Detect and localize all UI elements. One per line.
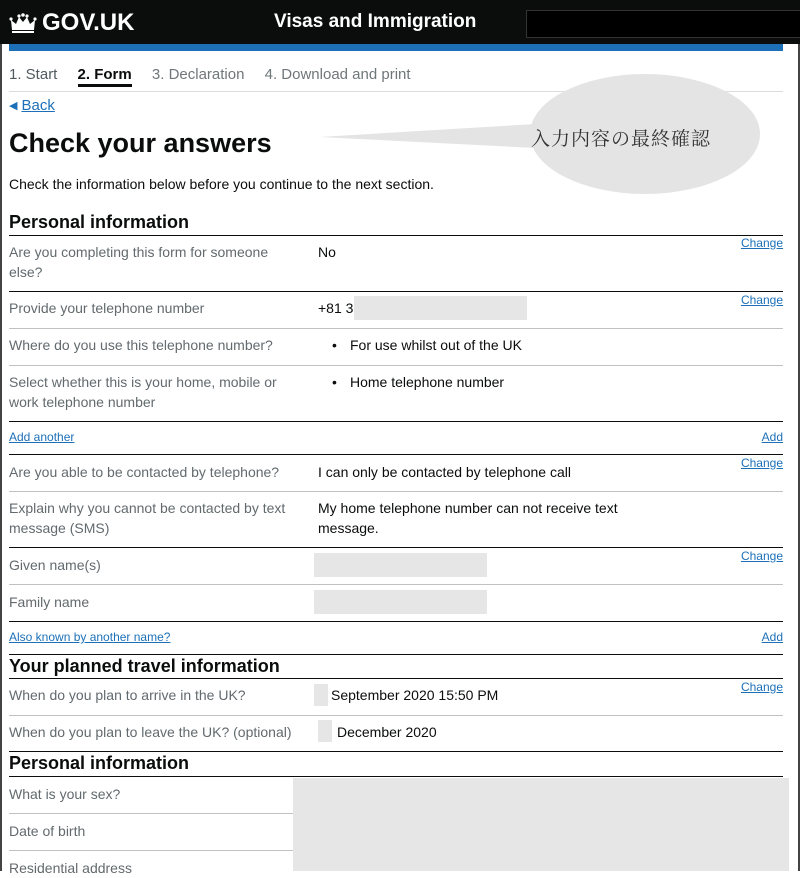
question-given-names: Given name(s) [9, 557, 101, 573]
step-form-current: 2. Form [78, 66, 132, 87]
redacted-departure-day [318, 720, 332, 742]
question-contact-by-phone: Are you able to be contacted by telephone? [9, 464, 280, 480]
window-frame-left [0, 0, 2, 871]
row-divider [9, 328, 783, 329]
answer-contact-by-phone: I can only be contacted by telephone call [318, 464, 571, 480]
intro-text: Check the information below before you continue to the next section. [9, 176, 434, 192]
add-link[interactable]: Add [761, 630, 783, 644]
question-residential-address: Residential address [9, 860, 132, 876]
answer-sms-reason: My home telephone number can not receive text message. [318, 500, 618, 536]
answer-phone-type: • Home telephone number [318, 372, 504, 392]
question-date-of-birth: Date of birth [9, 823, 86, 839]
row-divider [9, 715, 783, 716]
change-link[interactable]: Change [740, 680, 783, 694]
redacted-phone [354, 296, 527, 320]
back-arrow-icon: ◀ [9, 100, 18, 112]
group-divider [9, 621, 783, 622]
redacted-given-names [314, 553, 487, 577]
question-phone-type: Select whether this is your home, mobile or work telephone number [9, 374, 277, 410]
section-divider [9, 751, 783, 752]
question-sms-reason: Explain why you cannot be contacted by text message (SMS) [9, 500, 286, 536]
service-name[interactable]: Visas and Immigration [274, 11, 477, 32]
step-declaration: 3. Declaration [151, 66, 245, 83]
question-sex: What is your sex? [9, 786, 121, 802]
callout-text: 入力内容の最終確認 [531, 129, 712, 150]
row-divider [9, 365, 783, 366]
header-accent-bar [9, 44, 783, 51]
back-link[interactable] [9, 97, 55, 114]
answer-departure: December 2020 [337, 724, 437, 740]
section-divider [9, 678, 783, 679]
redacted-arrival-day [314, 684, 328, 706]
add-another-link[interactable]: Add another [9, 430, 75, 444]
govuk-header [0, 0, 800, 44]
answer-telephone: +81 3 [318, 300, 354, 316]
redacted-personal-block [293, 778, 789, 871]
group-divider [9, 421, 783, 422]
section-divider [9, 654, 783, 655]
change-link[interactable]: Change [740, 456, 783, 470]
row-divider [9, 584, 783, 585]
add-link[interactable]: Add [761, 430, 783, 444]
question-arrival: When do you plan to arrive in the UK? [9, 687, 246, 703]
change-link[interactable]: Change [740, 549, 783, 563]
section-heading-personal-2: Personal information [9, 753, 190, 773]
group-divider [9, 291, 783, 292]
crown-icon [9, 12, 37, 34]
answer-phone-usage: • For use whilst out of the UK [318, 335, 522, 355]
page-title: Check your answers [9, 128, 272, 158]
change-link[interactable]: Change [740, 236, 783, 250]
question-family-name: Family name [9, 594, 90, 610]
question-phone-usage: Where do you use this telephone number? [9, 337, 273, 353]
section-heading-personal: Personal information [9, 212, 190, 232]
step-start[interactable]: 1. Start [9, 66, 58, 83]
govuk-logo-link[interactable] [9, 9, 134, 37]
redacted-area [526, 10, 800, 38]
row-divider [9, 491, 783, 492]
group-divider [9, 454, 783, 455]
also-known-link[interactable]: Also known by another name? [9, 630, 171, 644]
logo-text: GOV.UK [42, 9, 135, 36]
row-divider [9, 813, 293, 814]
question-telephone: Provide your telephone number [9, 300, 205, 316]
step-download: 4. Download and print [264, 66, 411, 83]
question-departure: When do you plan to leave the UK? (optional) [9, 724, 292, 740]
redacted-family-name [314, 590, 487, 614]
change-link[interactable]: Change [740, 293, 783, 307]
row-divider [9, 850, 293, 851]
question-someone-else: Are you completing this form for someone else? [9, 244, 269, 280]
section-divider [9, 235, 783, 236]
answer-arrival: September 2020 15:50 PM [331, 687, 499, 703]
section-heading-travel: Your planned travel information [9, 656, 280, 676]
group-divider [9, 547, 783, 548]
section-divider [9, 776, 783, 777]
back-label: Back [21, 97, 55, 114]
answer-someone-else: No [318, 244, 336, 260]
